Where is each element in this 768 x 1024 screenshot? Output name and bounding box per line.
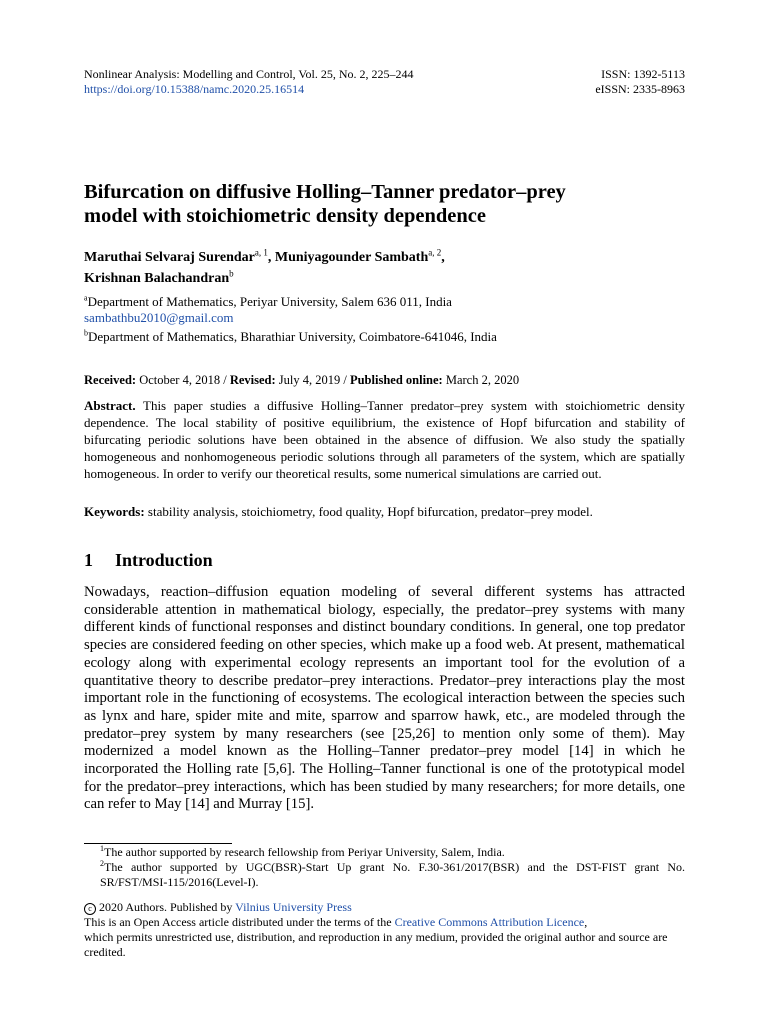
abstract (84, 397, 685, 482)
abstract-label: Abstract. (84, 398, 136, 413)
running-header (84, 67, 414, 97)
copyright-block: c 2020 Authors. Published by Vilnius University Press This is an Open Access article distributed under the terms of the Creative Commons Attribution Licence, which permits unrestricted use, distribution, and reproduction in any medium, provided the original author and source are credited. (84, 900, 685, 960)
intro-paragraph: Nowadays, reaction–diffusion equation modeling of several different systems has attracted considerable attention in mathematical biology, especially, the predator–prey systems with many different kinds of functional responses and distinct boundary conditions. In general, one top predator species are considered feeding on other species, which make up a food web. At present, mathematical ecology along with experimental ecology represents an important tool for the evolution of a quantitative theory to describe predator–prey interactions. Predator–prey interactions play the most important role in the functioning of ecosystems. The ecological interaction between the species such as lynx and hare, spider mite and mite, sparrow and sparrow hawk, etc., are modeled through the predator–prey system by many researchers (see [25,26] to mention only some of them). May modernized a model known as the Holling–Tanner predator–prey model [14] in which he incorporated the Holling rate [5,6]. The Holling–Tanner functional is one of the prototypical model for the predator–prey interactions, which has been studied by many researchers; for more details, one can refer to May [14] and Murray [15]. (84, 584, 685, 813)
author-name: Muniyagounder Sambath (274, 250, 429, 265)
author-name: Krishnan Balachandran (84, 271, 230, 286)
author-sup: b (229, 268, 234, 279)
author-list: Maruthai Selvaraj Surendar$^{a, 1}$, Muniyagounder Sambath$^{a, 2}$, Krishnan Balachandran$^b$ (84, 247, 445, 286)
section-number: 1 (84, 550, 93, 570)
author-sup: a, 1 (254, 247, 268, 258)
copyright-terms: which permits unrestricted use, distribution, and reproduction in any medium, provided the original author and source are credited. (84, 930, 668, 959)
affiliation-a: $^a$Department of Mathematics, Periyar University, Salem 636 011, India sambathbu2010@gmail.com (84, 294, 685, 326)
email-link[interactable]: sambathbu2010@gmail.com (84, 310, 234, 325)
section-heading (84, 549, 685, 571)
copyright-symbol: c (84, 903, 96, 915)
section-title: Introduction (115, 550, 213, 570)
publisher-link[interactable]: Vilnius University Press (235, 900, 352, 914)
footnote-2: The author supported by UGC(BSR)-Start Up grant No. F.30-361/2017(BSR) and the DST-FIST grant No. SR/FST/MSI-115/2016(Level-I). (100, 860, 685, 889)
journal-citation: Nonlinear Analysis: Modelling and Control, Vol. 25, No. 2, 225–244 (84, 67, 414, 81)
keywords (84, 503, 685, 520)
abstract-text: This paper studies a diffusive Holling–Tanner predator–prey system with stoichiometric density dependence. The local stability of positive equilibrium, the existence of Hopf bifurcation and stability of bifurcating periodic solutions have been obtained in the absence of diffusion. We also study the spatially homogeneous and nonhomogeneous periodic solutions through all parameters of the system, which are spatially homogeneous. In order to verify our theoretical results, some numerical simulations are carried out. (84, 398, 685, 481)
footnotes: $^1$The author supported by research fellowship from Periyar University, Salem, India. $^2$The author supported by UGC(BSR)-Start Up grant No. F.30-361/2017(BSR) and the DST-FIST grant No. SR/FST/MSI-115/2016(Level-I). (100, 844, 685, 889)
issn: ISSN: 1392-5113 (601, 67, 685, 81)
keywords-label: Keywords: (84, 504, 145, 519)
footnote-rule (84, 843, 232, 844)
history-dates: Received: October 4, 2018 / Revised: July 4, 2019 / Published online: March 2, 2020 (84, 373, 520, 387)
author-name: Maruthai Selvaraj Surendar (84, 250, 255, 265)
affiliation-b: $^b$Department of Mathematics, Bharathiar University, Coimbatore-641046, India (84, 328, 497, 344)
author-sup: a, 2 (428, 247, 442, 258)
issn-block (595, 67, 685, 97)
keywords-text: stability analysis, stoichiometry, food quality, Hopf bifurcation, predator–prey model. (144, 504, 593, 519)
licence-link[interactable]: Creative Commons Attribution Licence (394, 915, 585, 929)
footnote-1: The author supported by research fellowship from Periyar University, Salem, India. (104, 845, 505, 859)
paper-title: Bifurcation on diffusive Holling–Tanner predator–prey model with stoichiometric density dependence (84, 181, 566, 227)
doi-link[interactable]: https://doi.org/10.15388/namc.2020.25.16514 (84, 82, 305, 96)
eissn: eISSN: 2335-8963 (595, 82, 685, 96)
